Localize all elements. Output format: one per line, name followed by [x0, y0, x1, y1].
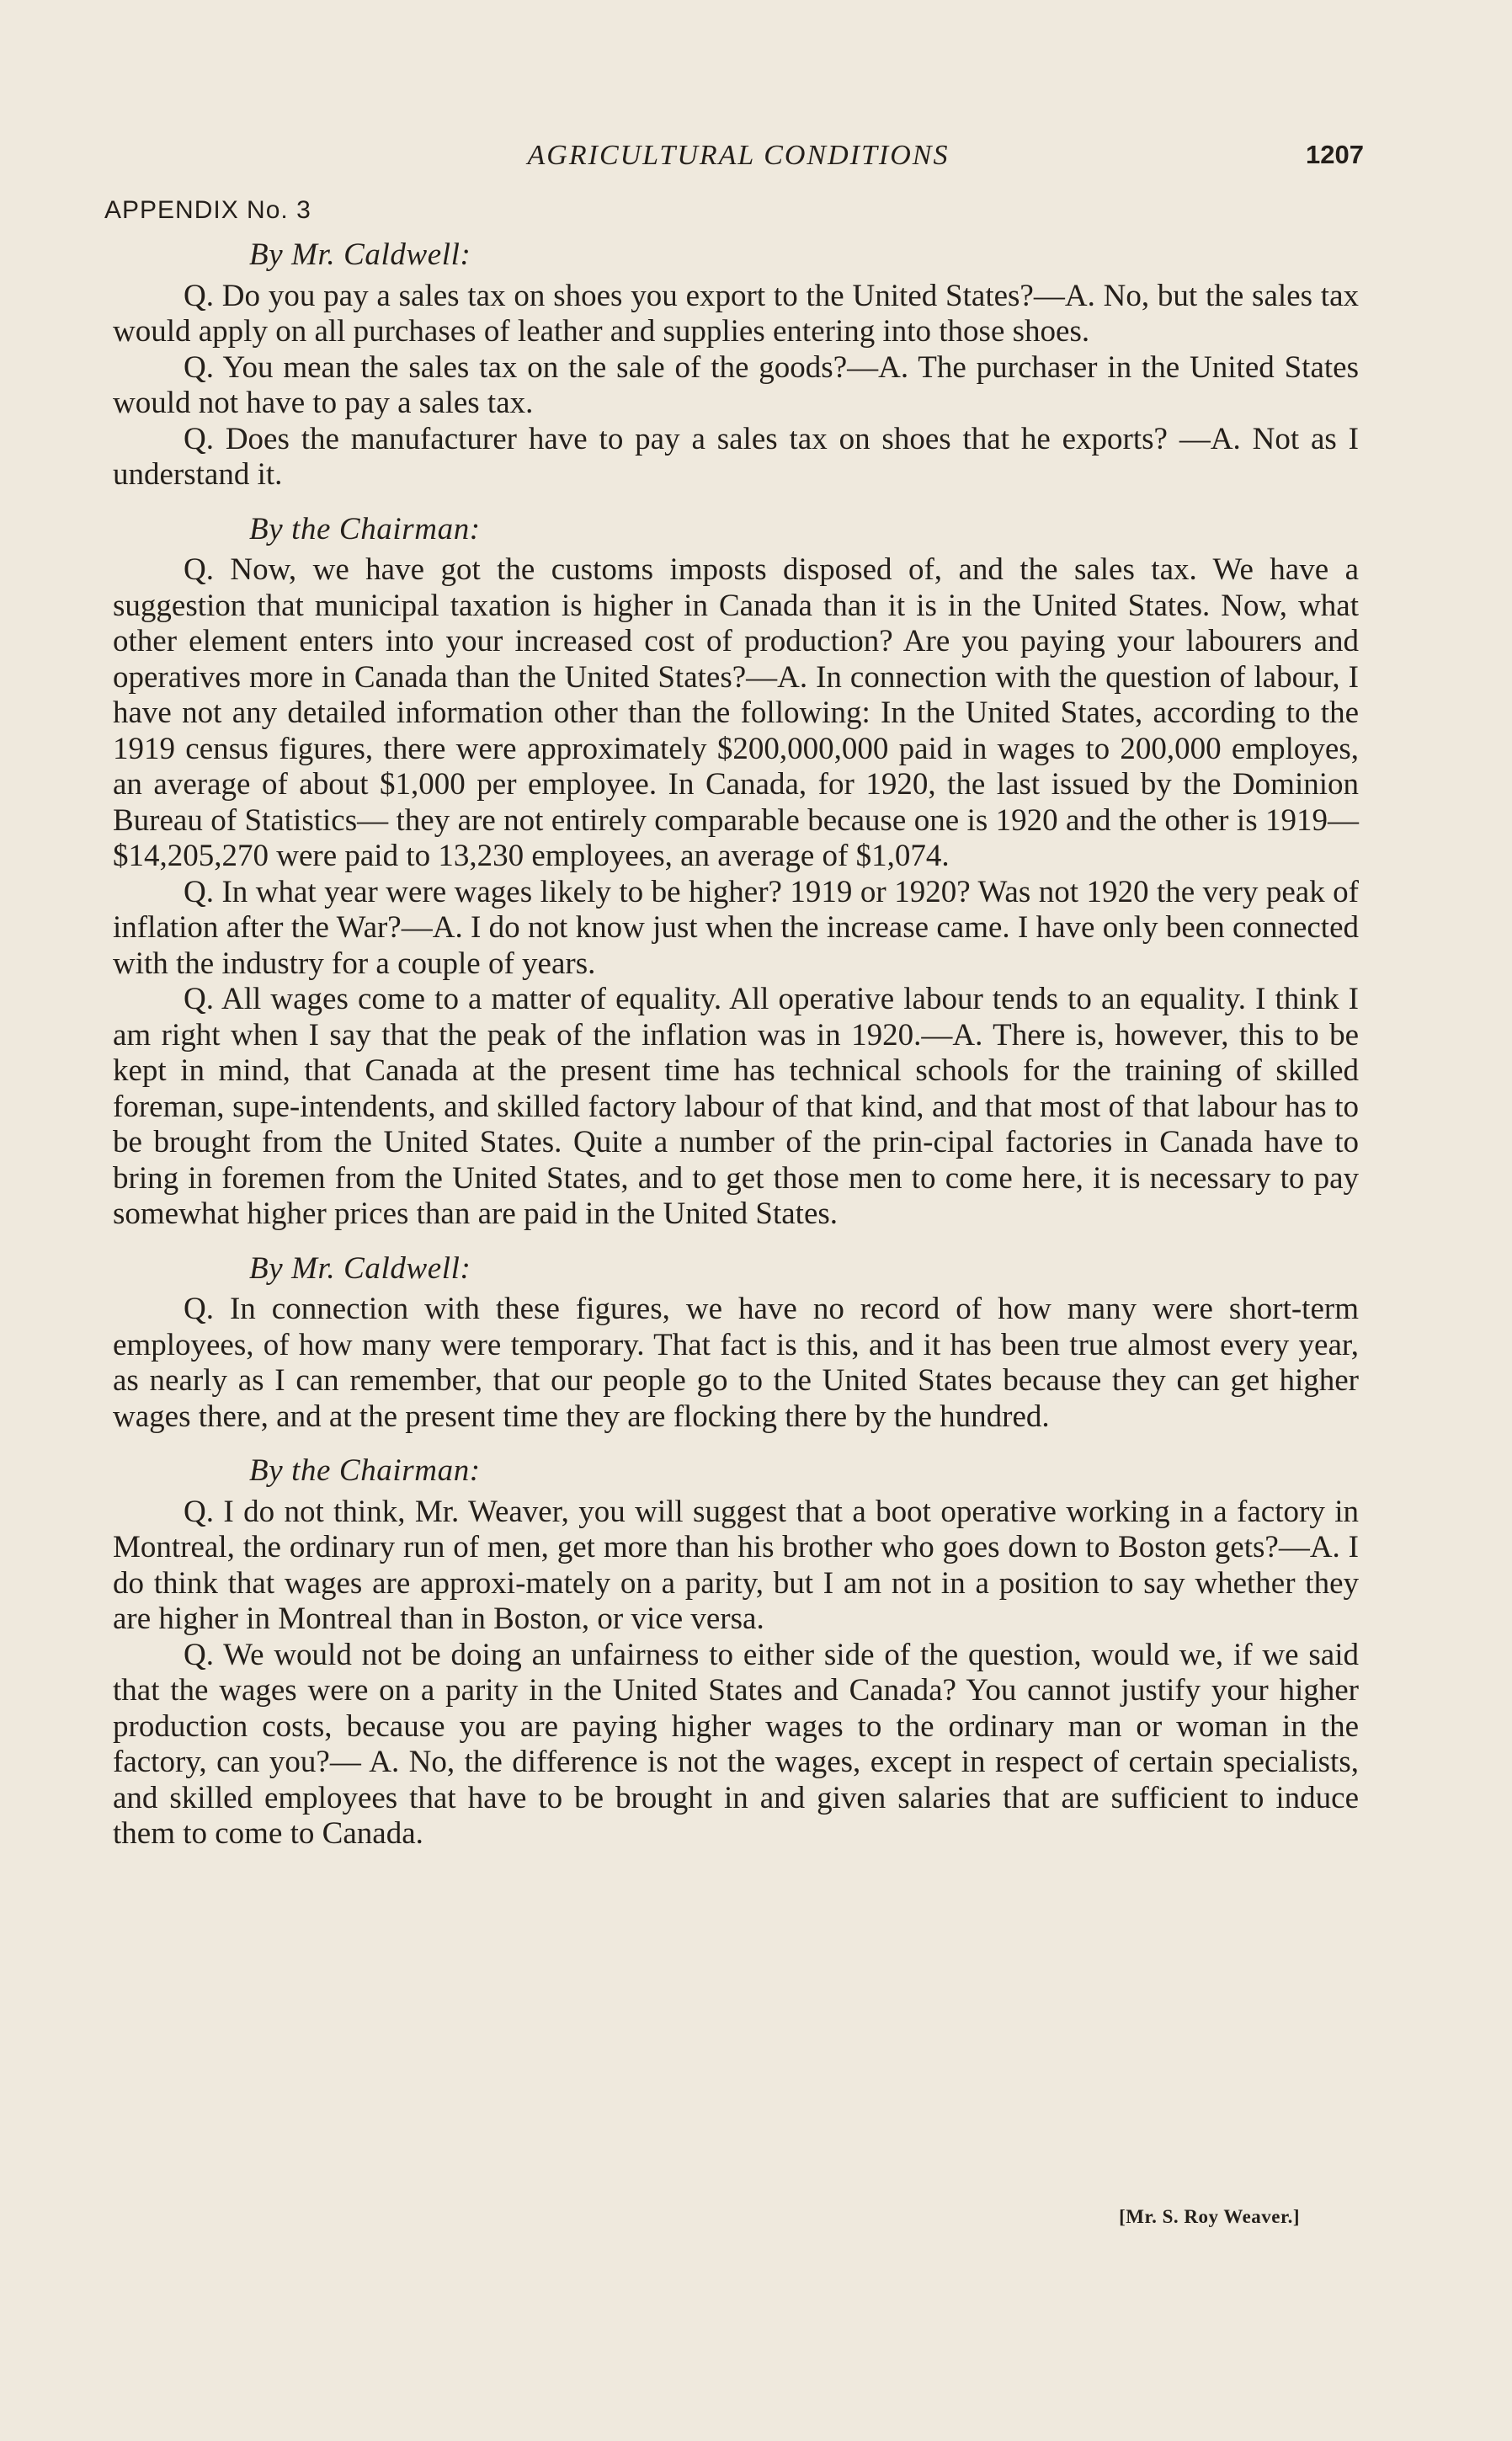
exchange-paragraph: Q. In what year were wages likely to be higher? 1919 or 1920? Was not 1920 the very peak of inflation after the War?—A. I do not know just when the increase came. I have only been connected with the industry for a couple of years.	[113, 874, 1359, 981]
speaker-heading: By Mr. Caldwell:	[249, 1250, 471, 1286]
exchange-paragraph: Q. Does the manufacturer have to pay a sales tax on shoes that he exports? —A. Not as I understand it.	[113, 421, 1359, 492]
appendix-label: APPENDIX No. 3	[104, 196, 311, 224]
exchange-paragraph: Q. I do not think, Mr. Weaver, you will suggest that a boot operative working in a factory in Montreal, the ordinary run of men, get more than his brother who goes down to Boston gets?—A. I do think that wages are approxi-mately on a parity, but I am not in a position to say whether they are higher in Montreal than in Boston, or vice versa.	[113, 1494, 1359, 1636]
exchange-paragraph: Q. Now, we have got the customs imposts disposed of, and the sales tax. We have a suggestion that municipal taxation is higher in Canada than it is in the United States. Now, what other element enters into your increased cost of production? Are you paying your labourers and operatives more in Canada than the United States?—A. In connection with the question of labour, I have not any detailed information other than the following: In the United States, according to the 1919 census figures, there were approximately $200,000,000 paid in wages to 200,000 employes, an average of about $1,000 per employee. In Canada, for 1920, the last issued by the Dominion Bureau of Statistics— they are not entirely comparable because one is 1920 and the other is 1919— $14,205,270 were paid to 13,230 employees, an average of $1,074.	[113, 552, 1359, 873]
page-number: 1207	[1306, 140, 1364, 169]
speaker-heading: By the Chairman:	[249, 1453, 481, 1488]
speaker-heading: By Mr. Caldwell:	[249, 237, 471, 272]
speaker-signature: [Mr. S. Roy Weaver.]	[1119, 2206, 1300, 2227]
exchange-paragraph: Q. You mean the sales tax on the sale of the goods?—A. The purchaser in the United States would not have to pay a sales tax.	[113, 349, 1359, 420]
speaker-heading: By the Chairman:	[249, 511, 481, 546]
running-title: AGRICULTURAL CONDITIONS	[527, 140, 950, 171]
exchange-paragraph: Q. All wages come to a matter of equality. All operative labour tends to an equality. I think I am right when I say that the peak of the inflation was in 1920.—A. There is, however, this to be kept in mind, that Canada at the present time has technical schools for the training of skilled foreman, supe-intendents, and skilled factory labour of that kind, and that most of that labour has to be brought from the United States. Quite a number of the prin-cipal factories in Canada have to bring in foremen from the United States, and to get those men to come here, it is necessary to pay somewhat higher prices than are paid in the United States.	[113, 982, 1359, 1231]
exchange-paragraph: Q. Do you pay a sales tax on shoes you export to the United States?—A. No, but the sales tax would apply on all purchases of leather and supplies entering into those shoes.	[113, 278, 1359, 349]
exchange-paragraph: Q. In connection with these figures, we have no record of how many were short-term employees, of how many were temporary. That fact is this, and it has been true almost every year, as nearly as I can remember, that our people go to the United States because they can get higher wages there, and at the present time they are flocking there by the hundred.	[113, 1292, 1359, 1434]
transcript-body	[113, 237, 1359, 1852]
running-header	[113, 140, 1364, 182]
exchange-paragraph: Q. We would not be doing an unfairness to either side of the question, would we, if we said that the wages were on a parity in the United States and Canada? You cannot justify your higher production costs, because you are paying higher wages to the ordinary man or woman in the factory, can you?— A. No, the difference is not the wages, except in respect of certain specialists, and skilled employees that have to be brought in and given salaries that are sufficient to induce them to come to Canada.	[113, 1637, 1359, 1851]
